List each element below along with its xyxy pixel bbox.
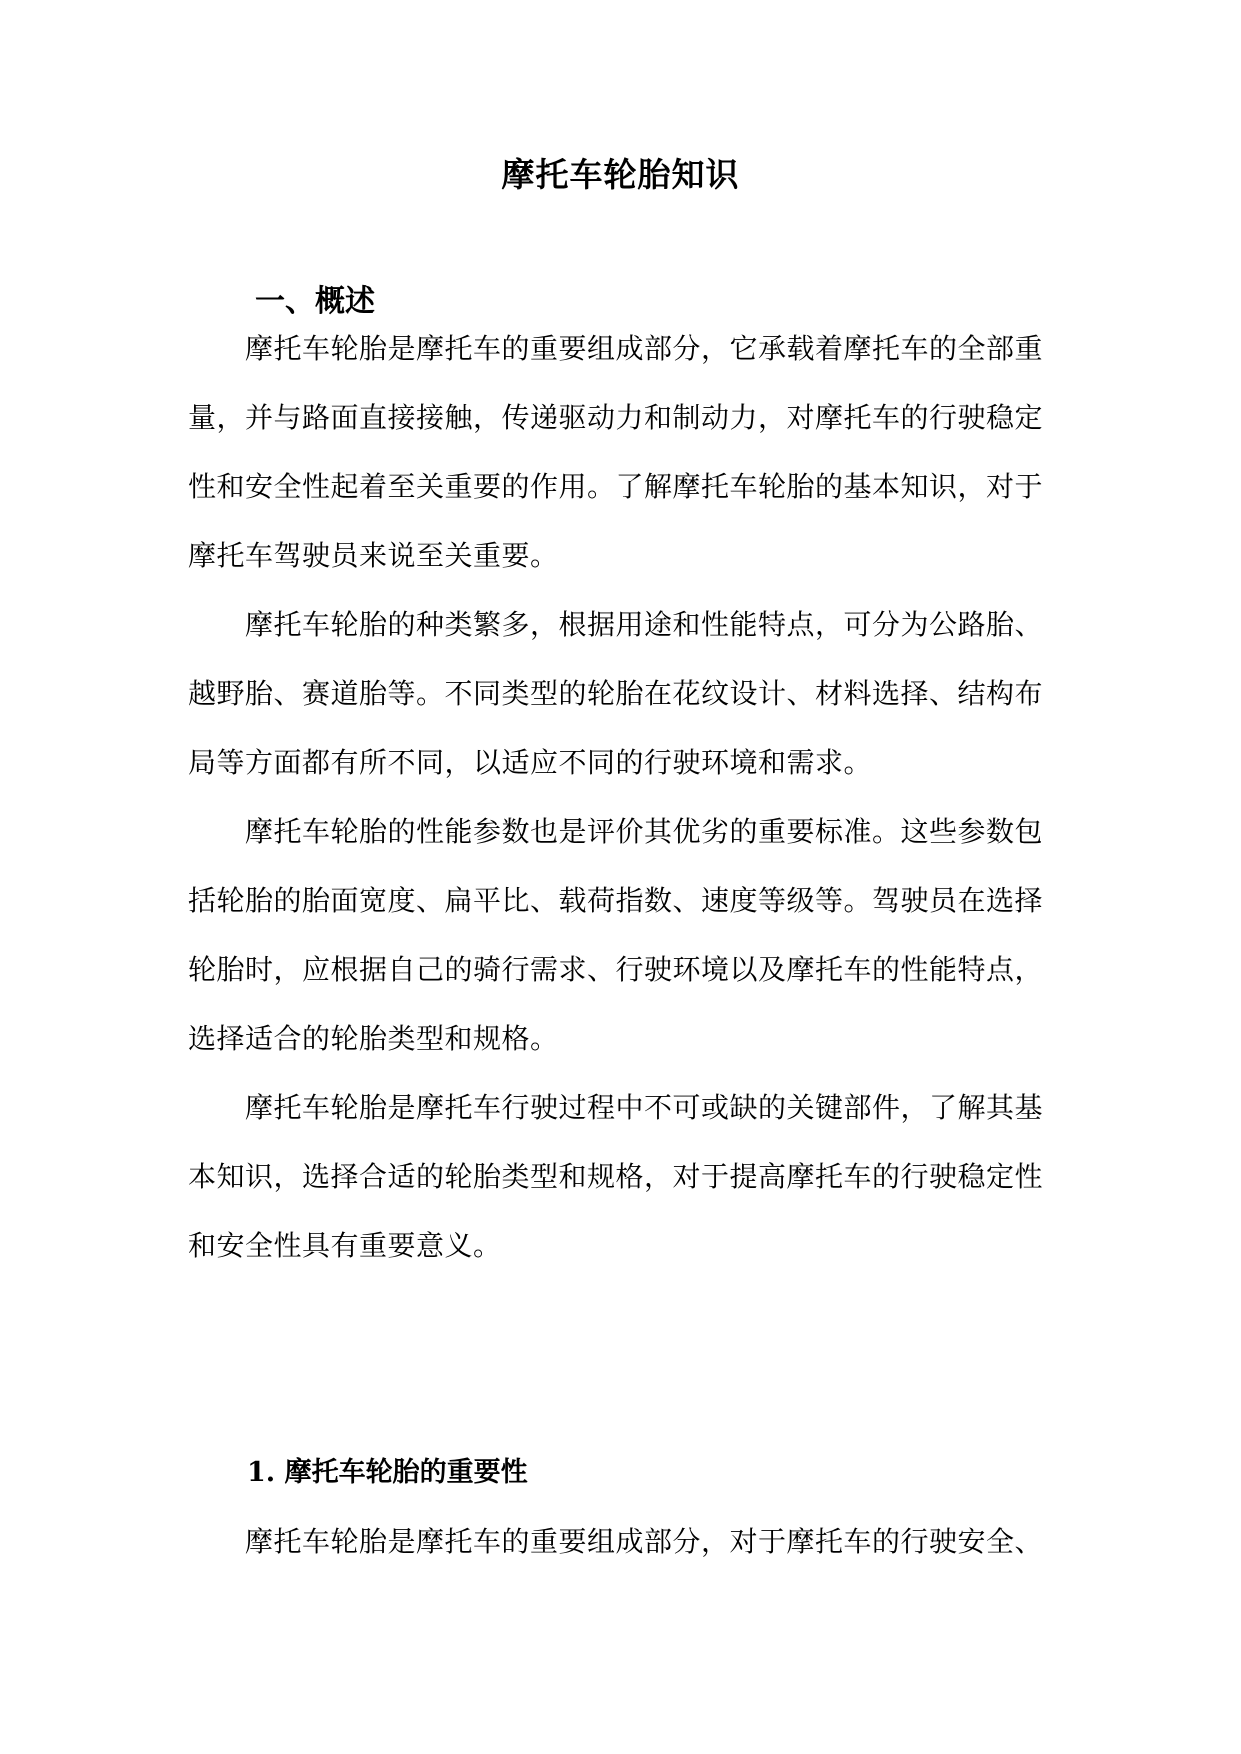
paragraph-line: 括轮胎的胎面宽度、扁平比、载荷指数、速度等级等。驾驶员在选择 bbox=[188, 884, 1044, 917]
paragraph-line: 摩托车轮胎的种类繁多，根据用途和性能特点，可分为公路胎、 bbox=[245, 608, 1044, 641]
paragraph-line: 性和安全性起着至关重要的作用。了解摩托车轮胎的基本知识，对于 bbox=[188, 470, 1044, 503]
paragraph-line: 摩托车驾驶员来说至关重要。 bbox=[188, 539, 559, 572]
paragraph-line: 摩托车轮胎的性能参数也是评价其优劣的重要标准。这些参数包 bbox=[245, 815, 1044, 848]
paragraph-line: 和安全性具有重要意义。 bbox=[188, 1229, 502, 1262]
paragraph-line: 摩托车轮胎是摩托车的重要组成部分，对于摩托车的行驶安全、 bbox=[245, 1525, 1044, 1558]
paragraph-line: 量，并与路面直接接触，传递驱动力和制动力，对摩托车的行驶稳定 bbox=[188, 401, 1044, 434]
paragraph-line: 本知识，选择合适的轮胎类型和规格，对于提高摩托车的行驶稳定性 bbox=[188, 1160, 1044, 1193]
paragraph-line: 选择适合的轮胎类型和规格。 bbox=[188, 1022, 559, 1055]
document-title: 摩托车轮胎知识 bbox=[501, 155, 740, 194]
section-heading-overview: 一、概述 bbox=[255, 284, 375, 319]
paragraph-line: 越野胎、赛道胎等。不同类型的轮胎在花纹设计、材料选择、结构布 bbox=[188, 677, 1044, 710]
subsection-heading-importance: 1. 摩托车轮胎的重要性 bbox=[247, 1457, 528, 1488]
paragraph-line: 摩托车轮胎是摩托车的重要组成部分，它承载着摩托车的全部重 bbox=[245, 332, 1044, 365]
paragraph-line: 摩托车轮胎是摩托车行驶过程中不可或缺的关键部件，了解其基 bbox=[245, 1091, 1044, 1124]
paragraph-line: 局等方面都有所不同，以适应不同的行驶环境和需求。 bbox=[188, 746, 873, 779]
paragraph-line: 轮胎时，应根据自己的骑行需求、行驶环境以及摩托车的性能特点， bbox=[188, 953, 1044, 986]
